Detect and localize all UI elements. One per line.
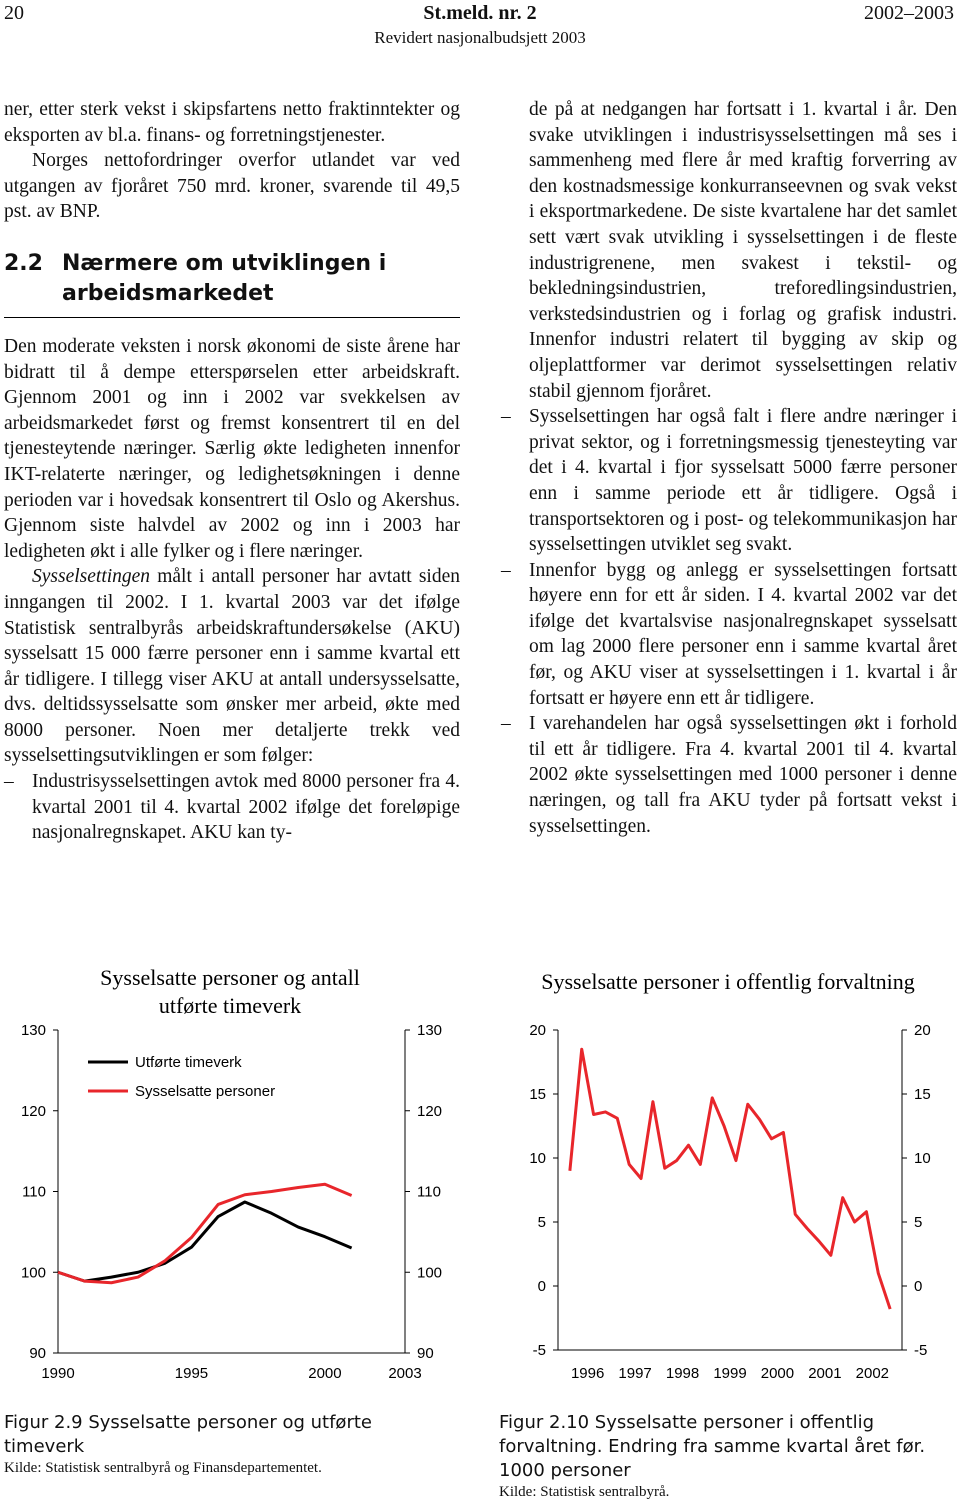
bullet-text-4: I varehandelen har også sysselsettingen økt i forhold til ett år tidligere. Fra 4. kvartal 2001 til 4. kvartal 2002 økte sysselsettingen med 1000 personer i denne næringen, og tall fra AKU tyder på fortsatt vekst i sysselsettingen.: [529, 713, 957, 837]
chart-2-ytick-label-left: 0: [537, 1278, 546, 1295]
bullet-item-2: [501, 404, 957, 558]
chart-2-xtick-label: 2000: [760, 1365, 795, 1382]
figure-2-10-caption: Figur 2.10 Sysselsatte personer i offentlig forvaltning. Endring fra samme kvartal året før. 1000 personer: [499, 1412, 926, 1481]
section-heading: [4, 249, 460, 318]
paragraph-2: Norges nettofordringer overfor utlandet var ved utgangen av fjoråret 750 mrd. kroner, svarende til 49,5 pst. av BNP.: [4, 150, 460, 223]
bullet-dash: –: [4, 771, 14, 793]
bullet-item-4: [501, 711, 957, 839]
chart-2-ytick-label-right: 10: [914, 1150, 931, 1167]
chart-1-xtick-label: 2000: [308, 1365, 342, 1382]
bullet-item-1-continued: [501, 97, 957, 404]
bullet-item-1: [4, 769, 460, 846]
section-number: 2.2: [4, 250, 43, 276]
chart-1-ytick-label-right: 110: [417, 1183, 441, 1201]
page-header: [0, 0, 960, 60]
chart-1-ytick-label-left: 110: [22, 1183, 46, 1201]
right-column: [501, 97, 957, 839]
chart-2-xtick-label: 1999: [713, 1365, 747, 1382]
report-year: 2002–2003: [864, 2, 954, 24]
figure-2-10-source: Kilde: Statistisk sentralbyrå.: [499, 1484, 670, 1500]
chart-2-ytick-label-right: -5: [914, 1342, 928, 1359]
chart-2-ytick-label-right: 5: [914, 1214, 923, 1231]
chart-2-xtick-label: 1997: [618, 1365, 652, 1382]
chart-1-xtick-label: 2003: [388, 1365, 422, 1382]
bullet-dash: –: [501, 406, 511, 428]
bullet-text-3: Innenfor bygg og anlegg er sysselsettingen fortsatt høyere enn for ett år siden. I 4. kvartal 2002 var det ifølge det kvartalsvise nasjonalregnskapet sysselsatt om lag 2000 flere personer enn i samme kvartal året før, og AKU viser at sysselsettingen i 1. kvartal i år fortsatt er høyere enn ett år tidligere.: [529, 559, 957, 709]
chart-1-ytick-label-right: 130: [417, 1022, 443, 1039]
section-title: Nærmere om utviklingen i arbeidsmarkedet: [62, 250, 387, 306]
chart-public-employment: [490, 935, 960, 1400]
chart-2-xtick-label: 2001: [808, 1365, 842, 1382]
chart-1-legend-label-2: Sysselsatte personer: [135, 1083, 276, 1100]
chart-1-legend-label-1: Utførte timeverk: [135, 1054, 242, 1071]
chart-1-svg: [0, 935, 470, 1400]
chart-2-ytick-label-left: 5: [537, 1214, 546, 1231]
figure-2-10-caption-block: [499, 1411, 949, 1501]
chart-1-ytick-label-left: 130: [20, 1022, 46, 1039]
figure-2-9-source: Kilde: Statistisk sentralbyrå og Finansdepartementet.: [4, 1460, 322, 1476]
chart-1-title: Sysselsatte personer og antall: [100, 965, 360, 990]
chart-2-xtick-label: 1996: [570, 1365, 605, 1382]
chart-1-ytick-label-left: 120: [20, 1102, 46, 1120]
bullet-dash: –: [501, 713, 511, 735]
chart-2-ytick-label-right: 15: [914, 1086, 931, 1103]
paragraph-4-text: målt i antall personer har avtatt siden inngangen til 2002. I 1. kvartal 2003 var det ifølge Statistisk sentralbyrås arbeidskraftundersøkelse (AKU) sysselsatt 15 000 færre personer enn i samme kvartal ett år tidligere. I tillegg viser AKU at antall undersysselsatte, dvs. deltidssysselsatte som ønsker mer arbeid, økte med 8000 personer. Noen mer detaljerte trekk ved sysselsettingsutviklingen er som følger:: [4, 566, 460, 767]
report-subtitle: Revidert nasjonalbudsjett 2003: [374, 28, 586, 47]
chart-2-xtick-label: 2002: [855, 1365, 890, 1382]
bullet-text-2: Sysselsettingen har også falt i flere andre næringer i privat sektor, og i forretningsmessig tjenesteyting var det i 4. kvartal i fjor sysselsatt 5000 færre personer enn i samme periode ett år tidligere. Også i transportsektoren og i post- og telekommunikasjon har sysselsettingen utviklet seg svakt.: [529, 406, 957, 556]
bullet-text-1-cont: de på at nedgangen har fortsatt i 1. kvartal i år. Den svake utviklingen i industrisysselsettingen må ses i sammenheng med flere år med kraftig forverring av den kostnadsmessige konkurranseevnen og svak vekst i eksportmarkedene. De siste kvartalene har det samlet sett vært svak utvikling i sysselsettingen i de fleste industrigrenene, men svakest i tekstil- og bekledningsindustrien, treforedlingsindustrien, verkstedsindustrien og i forlag og grafisk industri. Innenfor industri relatert til bygging av skip og oljeplattformer var derimot sysselsettingen relativ stabil gjennom fjoråret.: [529, 99, 957, 402]
chart-1-ytick-label-right: 100: [417, 1264, 443, 1282]
chart-1-ytick-label-left: 100: [20, 1264, 46, 1282]
chart-1-ytick-label-right: 120: [417, 1102, 443, 1120]
chart-2-ytick-label-left: 20: [529, 1022, 546, 1039]
chart-1-xtick-label: 1995: [174, 1365, 209, 1382]
left-column: [4, 97, 460, 846]
chart-2-ytick-label-left: -5: [532, 1342, 546, 1359]
bullet-dash: –: [501, 559, 511, 581]
bullet-text-1: Industrisysselsettingen avtok med 8000 personer fra 4. kvartal 2001 til 4. kvartal 2002 ifølge det foreløpige nasjonalregnskapet. AKU kan ty-: [32, 771, 460, 844]
chart-2-ytick-label-right: 20: [914, 1022, 931, 1039]
chart-1-ytick-label-right: 90: [417, 1345, 434, 1362]
paragraph-4: [4, 564, 460, 769]
chart-1-title-line-2: utførte timeverk: [158, 993, 302, 1018]
paragraph-1: ner, etter sterk vekst i skipsfartens netto fraktinntekter og eksporten av bl.a. finans- og forretningstjenester.: [4, 99, 460, 146]
chart-2-ytick-label-right: 0: [914, 1278, 923, 1295]
chart-2-svg: [490, 935, 960, 1400]
chart-2-ytick-label-left: 15: [529, 1086, 546, 1103]
emphasis-term: Sysselsettingen: [32, 566, 151, 588]
paragraph-3: Den moderate veksten i norsk økonomi de siste årene har bidratt til å dempe etterspørselen etter arbeidskraft. Gjennom 2001 og inn i 2002 var svekkelsen av arbeidsmarkedet først og fremst konsentrert til en del tjenesteytende næringer. Særlig økte ledigheten innenfor IKT-relaterte næringer, og ledighetsøkningen i denne perioden var i hovedsak konsentrert til Oslo og Akershus. Gjennom siste halvdel av 2002 og inn i 2003 har ledigheten økt i alle fylker og i flere næringer.: [4, 335, 460, 562]
page-number: 20: [4, 2, 24, 24]
figure-2-9-caption-block: [4, 1411, 444, 1477]
report-title: St.meld. nr. 2: [423, 2, 537, 24]
chart-1-series-line-1: [58, 1202, 352, 1281]
bullet-item-3: [501, 558, 957, 712]
chart-1-xtick-label: 1990: [41, 1365, 75, 1382]
chart-1-ytick-label-left: 90: [29, 1345, 46, 1362]
chart-2-ytick-label-left: 10: [529, 1150, 546, 1167]
chart-2-series-line-1: [570, 1049, 890, 1309]
chart-2-xtick-label: 1998: [665, 1365, 700, 1382]
chart-employment-hours: [0, 935, 470, 1400]
figure-2-9-caption: Figur 2.9 Sysselsatte personer og utførte timeverk: [4, 1412, 372, 1457]
chart-2-title: Sysselsatte personer i offentlig forvaltning: [541, 969, 915, 994]
